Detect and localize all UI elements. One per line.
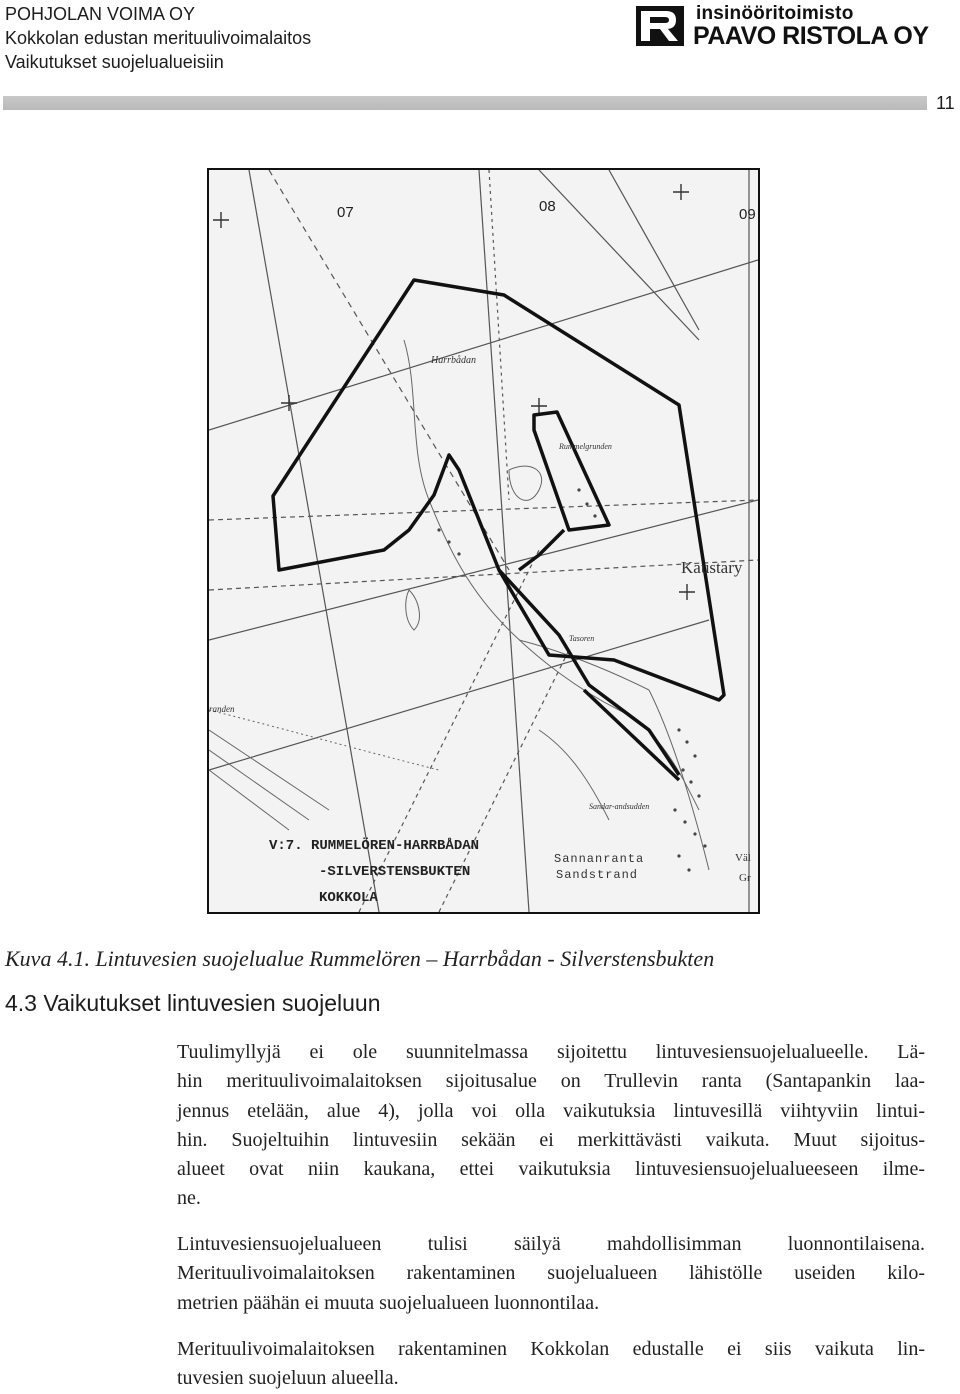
paragraph-line: jennus etelään, alue 4), jolla voi olla vaikutuksia lintuvesillä viihtyviin lintui-: [177, 1099, 925, 1122]
section-heading: 4.3 Vaikutukset lintuvesien suojeluun: [5, 990, 381, 1016]
place-name-sandstrand: Sandstrand: [556, 868, 639, 882]
paragraph-2: [177, 1230, 925, 1318]
shoreline-sketch: [209, 340, 709, 870]
place-name-randen: randen: [209, 704, 235, 714]
company-name: POHJOLAN VOIMA OY: [5, 4, 196, 24]
paragraph-line: hin. Suojeltuihin lintuvesiin sekään ei merkittävästi vaikuta. Muut sijoitus-: [177, 1128, 925, 1151]
grid-label-08: 08: [539, 198, 556, 215]
place-name-val: Väl: [735, 852, 751, 864]
company-logo: [636, 3, 929, 50]
place-name-harrbadan: Harrbådan: [431, 355, 477, 366]
figure-caption: Kuva 4.1. Lintuvesien suojelualue Rummelören – Harrbådan - Silverstensbukten: [5, 946, 715, 971]
paragraph-line: Lintuvesiensuojelualueen tulisi säilyä mahdollisimman luonnontilaisena.: [177, 1233, 925, 1255]
place-name-sannanranta: Sannanranta: [554, 852, 645, 866]
map-drawing: [209, 170, 758, 912]
place-name-sandar-andsudden: Sandar-andsudden: [589, 802, 650, 811]
paragraph-1: [177, 1038, 925, 1214]
paragraph-line: hin merituulivoimalaitoksen sijoitusalue on Trullevin ranta (Santapankin laa-: [177, 1070, 925, 1093]
page-number: 11: [936, 93, 955, 113]
paragraph-line: Merituulivoimalaitoksen rakentaminen suojelualueen lähistölle useiden kilo-: [177, 1262, 925, 1285]
paragraph-line: Merituulivoimalaitoksen rakentaminen Kokkolan edustalle ei siis vaikuta lin-: [177, 1338, 925, 1360]
paragraph-line: ne.: [177, 1187, 201, 1210]
report-title: Vaikutukset suojelualueisiin: [5, 52, 224, 72]
area-label-line2: -SILVERSTENSBUKTEN: [319, 864, 471, 880]
logo-text-line1: insinööritoimisto: [696, 3, 854, 24]
protection-area-map: [207, 168, 760, 914]
place-name-tasoren: Tasoren: [569, 634, 595, 643]
area-label-line1: V:7. RUMMELÖREN-HARRBÅDAN: [269, 838, 480, 854]
grid-label-09: 09: [739, 206, 756, 223]
document-header: [5, 2, 311, 74]
paragraph-3: [177, 1335, 925, 1394]
logo-text-line2: PAAVO RISTOLA OY: [693, 22, 929, 50]
project-name: Kokkolan edustan merituulivoimalaitos: [5, 28, 312, 48]
grid-label-07: 07: [337, 204, 354, 221]
header-rule: [3, 96, 927, 110]
map-grid-lines: [209, 170, 758, 912]
ristola-logo-mark-icon: [636, 6, 684, 46]
place-name-gr: Gr: [739, 872, 751, 884]
place-name-kaustary: Kaustary: [681, 558, 743, 577]
paragraph-line: Tuulimyllyjä ei ole suunnitelmassa sijoitettu lintuvesiensuojelualueelle. Lä-: [177, 1041, 925, 1063]
place-name-rummelgrunden: Rummelgrunden: [559, 442, 612, 451]
map-crosshair-icons: [213, 184, 695, 600]
paragraph-line: tuvesien suojeluun alueella.: [177, 1367, 399, 1390]
area-label-line3: KOKKOLA: [319, 890, 378, 906]
paragraph-line: metrien päähän ei muuta suojelualueen luonnontilaa.: [177, 1291, 600, 1314]
paragraph-line: alueet ovat niin kaukana, ettei vaikutuksia lintuvesiensuojelualueeseen ilme-: [177, 1158, 925, 1181]
